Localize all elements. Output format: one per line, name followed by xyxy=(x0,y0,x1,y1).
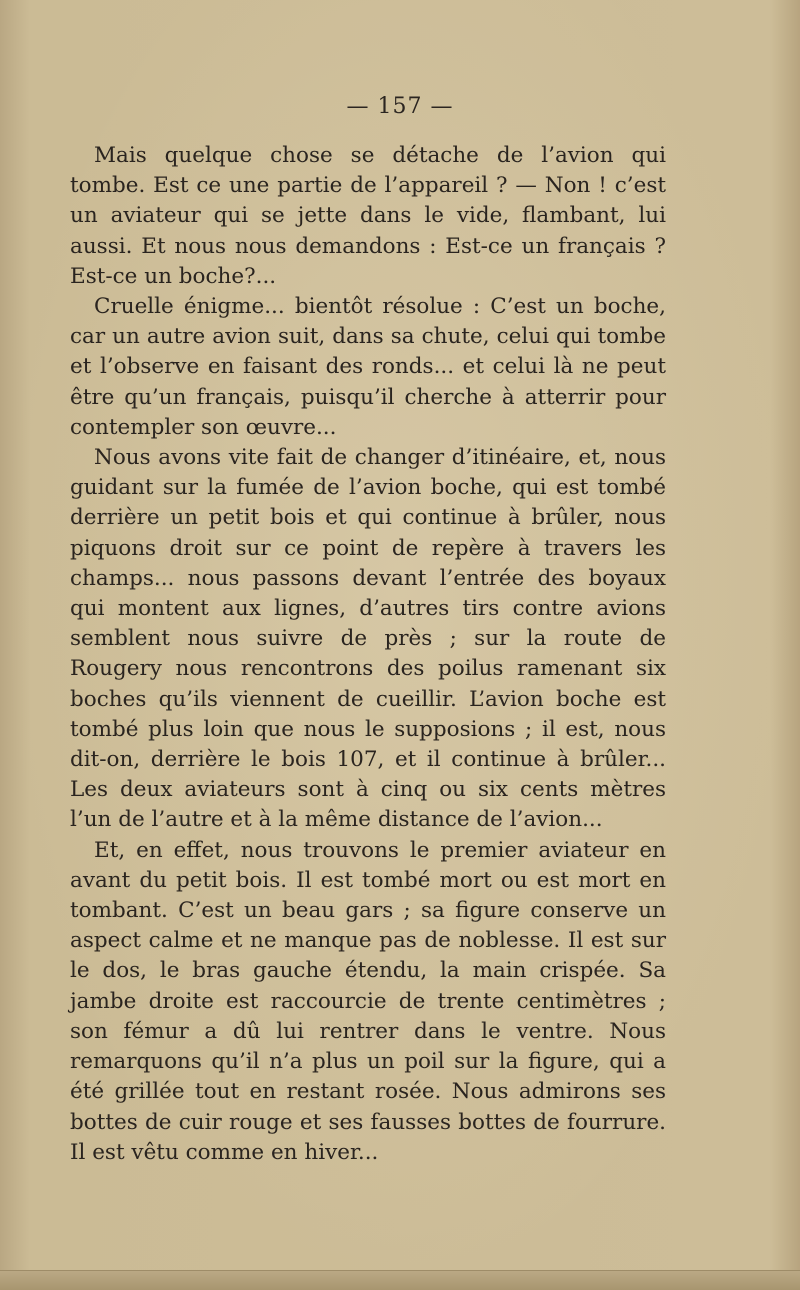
paragraph-3: Nous avons vite fait de changer d’itinéaire, et, nous guidant sur la fumée de l’avion boche, qui est tombé derrière un petit bois et qui continue à brûler, nous piquons droit sur ce point de repère à travers les champs... nous passons devant l’entrée des boyaux qui montent aux lignes, d’autres tirs contre avions semblent nous suivre de près ; sur la route de Rougery nous rencontrons des poilus ramenant six boches qu’ils viennent de cueillir. L’avion boche est tombé plus loin que nous le supposions ; il est, nous dit-on, derrière le bois 107, et il continue à brûler... Les deux aviateurs sont à cinq ou six cents mètres l’un de l’autre et à la même distance de l’avion... xyxy=(70,445,666,833)
paragraph-1: Mais quelque chose se détache de l’avion qui tombe. Est ce une partie de l’appareil ? — Non ! c’est un aviateur qui se jette dans le vide, flambant, lui aussi. Et nous nous demandons : Est-ce un français ? Est-ce un boche?... xyxy=(70,143,666,289)
page-body xyxy=(70,141,666,1168)
page-number: — 157 — xyxy=(346,94,454,119)
paragraph-4: Et, en effet, nous trouvons le premier aviateur en avant du petit bois. Il est tombé mort ou est mort en tombant. C’est un beau gars ; sa figure conserve un aspect calme et ne manque pas de noblesse. Il est sur le dos, le bras gauche étendu, la main crispée. Sa jambe droite est raccourcie de trente centimètres ; son fémur a dû lui rentrer dans le ventre. Nous remarquons qu’il n’a plus un poil sur la figure, qui a été grillée tout en restant rosée. Nous admirons ses bottes de cuir rouge et ses fausses bottes de fourrure. Il est vêtu comme en hiver... xyxy=(70,837,666,1165)
paragraph-2: Cruelle énigme... bientôt résolue : C’est un boche, car un autre avion suit, dans sa chute, celui qui tombe et l’observe en faisant des ronds... et celui là ne peut être qu’un français, puisqu’il cherche à atterrir pour contempler son œuvre... xyxy=(70,294,666,440)
page-bottom-edge xyxy=(0,1270,800,1290)
